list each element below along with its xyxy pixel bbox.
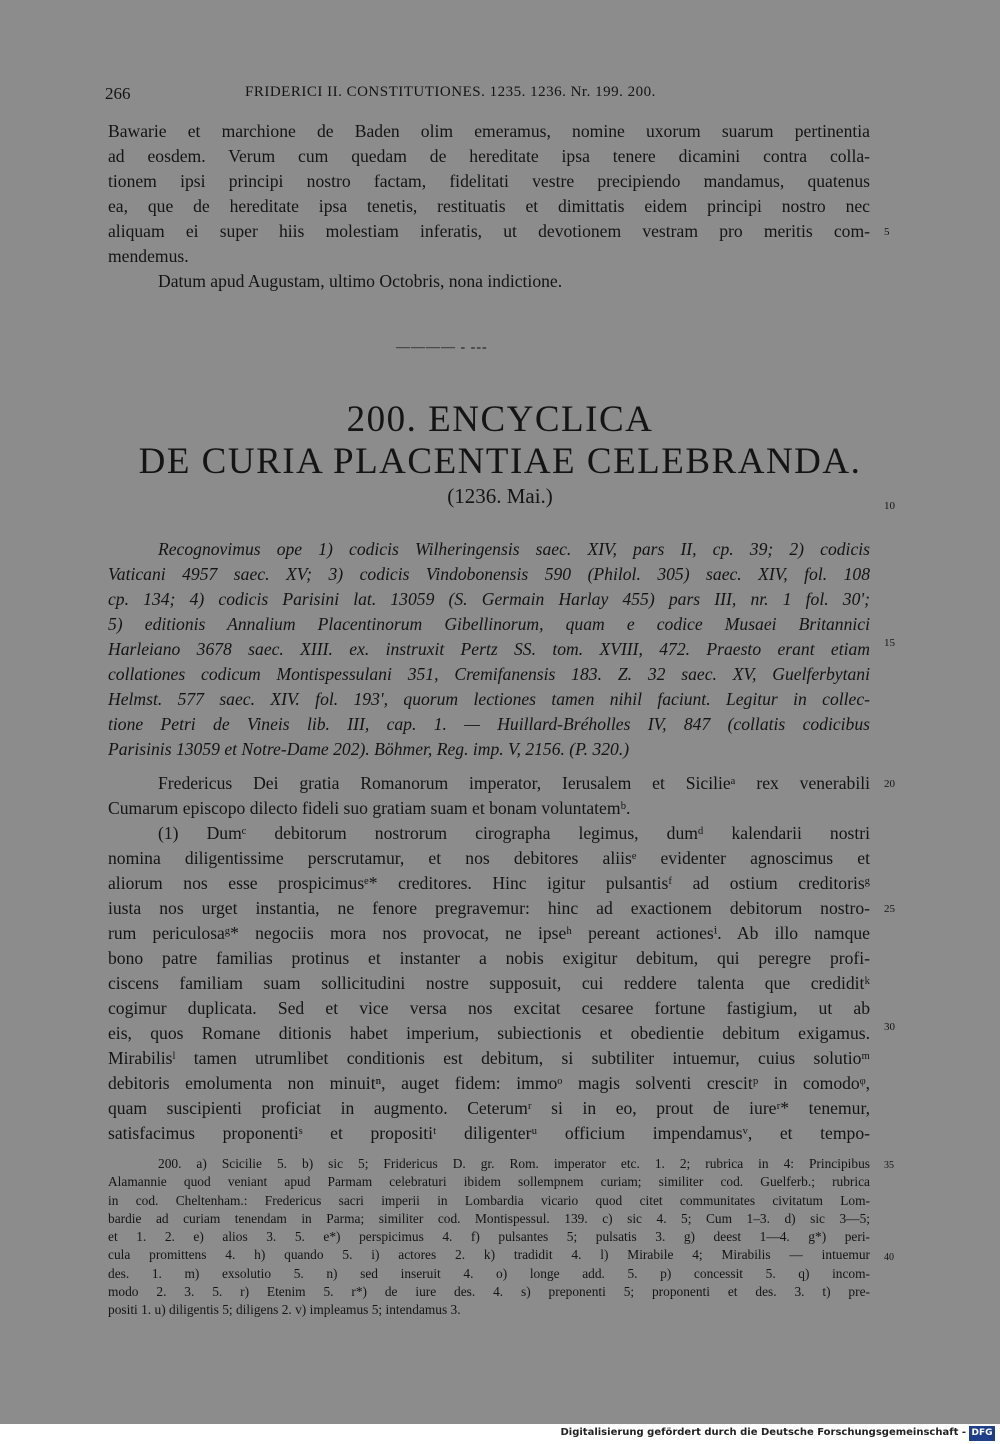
body-line: Cumarum episcopo dilecto fideli suo gratiam suam et bonam voluntatemᵇ.	[108, 798, 631, 818]
intro-line: cp. 134; 4) codicis Parisini lat. 13059 (S. Germain Harlay 455) pars III, nr. 1 fol. 30';	[108, 589, 870, 609]
intro-line: collationes codicum Montispessulani 351, Cremifanensis 183. Z. 32 saec. XV, Guelferbytani	[108, 664, 870, 684]
editorial-introduction	[108, 537, 870, 762]
text-line: mendemus.	[108, 246, 189, 266]
body-line: nomina diligentissime perscrutamur, et nos debitores aliisᵉ evidenter agnoscimus et	[108, 848, 870, 868]
margin-line-number: 25	[884, 903, 895, 915]
margin-line-number: 35	[884, 1160, 894, 1171]
footnote-line: 200. a) Scicilie 5. b) sic 5; Fridericus D. gr. Rom. imperator etc. 1. 2; rubrica in 4: Principibus	[158, 1156, 870, 1171]
footnote-line: et 1. 2. e) alios 3. 5. e*) perspicimus 4. f) pulsantes 5; pulsatis 3. g) deest 1—4. g*) peri-	[108, 1229, 870, 1245]
dfg-logo-icon: DFG	[969, 1426, 995, 1441]
body-line: satisfacimus proponentiˢ et propositiᵗ diligenterᵘ officium impendamusᵛ, et tempo-	[108, 1123, 870, 1143]
footnote-line: des. 1. m) exsolutio 5. n) sed inseruit 4. o) longe add. 5. p) concessit 5. q) incom-	[108, 1265, 870, 1281]
text-line: aliquam ei super hiis molestiam inferatis, ut devotionem vestram pro meritis com-	[108, 221, 870, 241]
footnotes-block	[108, 1155, 870, 1320]
running-title: FRIDERICI II. CONSTITUTIONES. 1235. 1236. Nr. 199. 200.	[245, 84, 656, 100]
document-title-line2: DE CURIA PLACENTIAE CELEBRANDA.	[138, 441, 862, 482]
digitization-credit: Digitalisierung gefördert durch die Deutsche Forschungsgemeinschaft -	[560, 1427, 966, 1438]
footnote-line: positi 1. u) diligentis 5; diligens 2. v) impleamus 5; intendamus 3.	[108, 1302, 461, 1318]
body-line: iusta nos urget instantia, ne fenore pregravemur: hinc ad exactionem debitorum nostro-	[108, 898, 870, 918]
footnote-line: Alamannie quod veniant apud Parmam celebraturi ibidem sollempnem curiam; similiter cod. Guelferb.; rubrica	[108, 1174, 870, 1190]
document-title-line1: 200. ENCYCLICA	[346, 399, 654, 440]
margin-line-number: 20	[884, 778, 895, 790]
document-date: (1236. Mai.)	[447, 484, 553, 508]
body-line: ciscens familiam suam sollicitudini nostre supposuit, cui reddere talenta que crediditᵏ	[108, 973, 870, 993]
body-line: cogimur duplicata. Sed et vice versa nos excitat cesaree fortune fastigium, ut ab	[108, 998, 870, 1018]
previous-text-block	[108, 119, 870, 294]
margin-line-number: 5	[884, 226, 890, 238]
text-line: Bawarie et marchione de Baden olim emeramus, nomine uxorum suarum pertinentia	[108, 121, 870, 141]
intro-line: Recognovimus ope 1) codicis Wilheringensis saec. XIV, pars II, cp. 39; 2) codicis	[158, 539, 870, 559]
body-line: (1) Dumᶜ debitorum nostrorum cirographa legimus, dumᵈ kalendarii nostri	[158, 823, 870, 843]
margin-line-number: 30	[884, 1021, 895, 1033]
margin-line-number: 10	[884, 500, 895, 512]
intro-line: Helmst. 577 saec. XIV. fol. 193', quorum lectiones tamen nihil faciunt. Legitur in collec-	[108, 689, 870, 709]
intro-line: 5) editionis Annalium Placentinorum Gibellinorum, quam e codice Musaei Britannici	[108, 614, 870, 634]
body-line: quam suscipienti proficiat in augmento. Ceterumʳ si in eo, prout de iureʳ* tenemur,	[108, 1098, 870, 1118]
footnote-line: in cod. Cheltenham.: Fredericus sacri imperii in Lombardia vicario quod citet communitates civitatum Lom-	[108, 1192, 870, 1208]
body-line: Mirabilisˡ tamen utrumlibet conditionis est debitum, si subtiliter intuemur, cuius solutioᵐ	[108, 1048, 870, 1068]
body-line: aliorum nos esse prospicimusᵉ* creditores. Hinc igitur pulsantisᶠ ad ostium creditorisᵍ	[108, 873, 870, 893]
text-line: tionem ipsi principi nostro factam, fidelitati vestre precipiendo mandamus, quatenus	[108, 171, 870, 191]
text-line: ea, que de hereditate ipsa tenetis, restituatis et dimittatis eidem principi nostro nec	[108, 196, 870, 216]
margin-line-number: 15	[884, 637, 895, 649]
intro-line: Harleiano 3678 saec. XIII. ex. instruxit Pertz SS. tom. XVIII, 472. Praesto erant etiam	[108, 639, 870, 659]
body-line: rum periculosaᵍ* negociis mora nos provocat, ne ipseʰ pereant actionesⁱ. Ab illo namque	[108, 923, 870, 943]
intro-line: tione Petri de Vineis lib. III, cap. 1. — Huillard-Bréholles IV, 847 (collatis codicibus	[108, 714, 870, 734]
document-body	[108, 771, 870, 1146]
intro-line: Parisinis 13059 et Notre-Dame 202). Böhmer, Reg. imp. V, 2156. (P. 320.)	[108, 739, 630, 759]
text-line: ad eosdem. Verum cum quedam de hereditate ipsa tenere dicamini contra colla-	[108, 146, 870, 166]
page-number: 266	[105, 84, 131, 103]
footnote-line: modo 2. 3. 5. r) Etenim 5. r*) de iure des. 4. s) preponenti 5; proponenti et des. 3. t) pre-	[108, 1284, 870, 1300]
body-line: Fredericus Dei gratia Romanorum imperator, Ierusalem et Sicilieᵃ rex venerabili	[158, 773, 870, 793]
body-line: debitoris emolumenta non minuitⁿ, auget fidem: immoᵒ magis solventi crescitᵖ in comodoᵠ,	[108, 1073, 870, 1093]
footnote-line: cula promittens 4. h) quando 5. i) actores 2. k) tradidit 4. l) Mirabile 4; Mirabilis — intuemur	[108, 1247, 870, 1263]
body-line: bono patre familias protinus et instanter a nobis exigitur debitum, qui peregre profi-	[108, 948, 870, 968]
datum-line: Datum apud Augustam, ultimo Octobris, nona indictione.	[158, 271, 563, 291]
margin-line-number: 40	[884, 1252, 894, 1263]
footnote-line: bardie ad curiam tenendam in Parma; similiter cod. Montispessul. 139. c) sic 4. 5; Cum 1–3. d) sic 3—5;	[108, 1210, 870, 1226]
section-separator: ———— - ---	[396, 340, 488, 355]
body-line: eis, quos Romane ditionis habet imperium, subiectionis et obedientie debitum exigamus.	[108, 1023, 870, 1043]
intro-line: Vaticani 4957 saec. XV; 3) codicis Vindobonensis 590 (Philol. 305) saec. XIV, fol. 108	[108, 564, 870, 584]
